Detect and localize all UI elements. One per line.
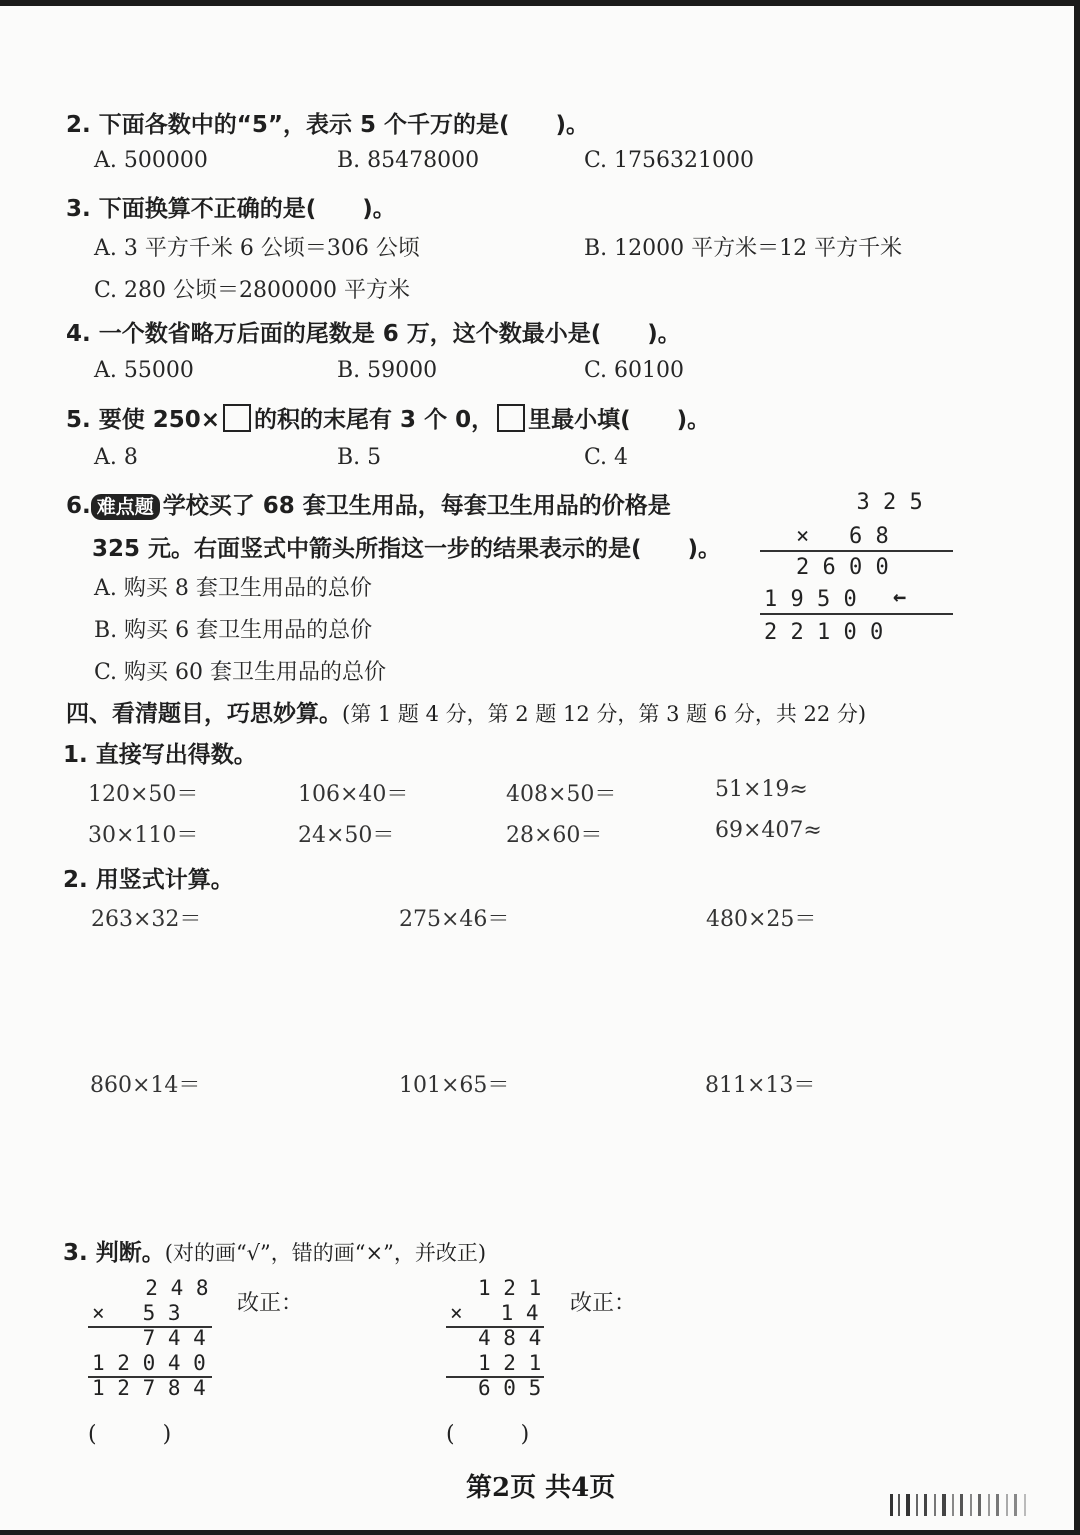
question-3-option-a: A. 3 平方千米 6 公顷＝306 公顷 bbox=[94, 236, 420, 261]
judgement-answer-bracket: ( ) bbox=[88, 1422, 172, 1447]
correction-label: 改正： bbox=[237, 1291, 304, 1316]
vertical-row-partial-1: 7 4 4 bbox=[92, 1326, 206, 1350]
vertical-row-partial-2: 1 2 0 4 0 bbox=[92, 1351, 206, 1375]
vertical-row-multiplicand: 2 4 8 bbox=[120, 1276, 209, 1300]
arrow-left-icon: ← bbox=[893, 585, 907, 610]
vertical-calc-item: 480×25＝ bbox=[706, 907, 817, 932]
vertical-row-result: 1 2 7 8 4 bbox=[92, 1376, 206, 1400]
question-6-stem-line-1 bbox=[66, 487, 671, 520]
question-2-option-c: C. 1756321000 bbox=[584, 148, 755, 173]
part-3-note: (对的画“√”，错的画“×”，并改正) bbox=[164, 1241, 487, 1265]
question-3-option-c: C. 280 公顷＝2800000 平方米 bbox=[94, 278, 410, 303]
question-6-stem-text-1: 学校买了 68 套卫生用品，每套卫生用品的价格是 bbox=[162, 493, 671, 519]
question-6-option-a: A. 购买 8 套卫生用品的总价 bbox=[94, 576, 372, 601]
question-4-option-a: A. 55000 bbox=[94, 358, 194, 383]
question-2-option-b: B. 85478000 bbox=[337, 148, 480, 173]
question-3-option-b: B. 12000 平方米＝12 平方千米 bbox=[584, 236, 903, 261]
question-5-stem-part-2: 的积的末尾有 3 个 0， bbox=[254, 407, 495, 433]
question-5-option-a: A. 8 bbox=[94, 445, 138, 470]
vertical-rule bbox=[760, 613, 953, 615]
question-2-option-a: A. 500000 bbox=[94, 148, 208, 173]
question-6-vertical-multiplication bbox=[760, 488, 955, 648]
vertical-row-partial-1: 2 6 0 0 bbox=[796, 555, 889, 580]
question-6-number: 6. bbox=[66, 493, 91, 519]
oral-calc-item: 24×50＝ bbox=[298, 823, 395, 848]
vertical-calc-item: 811×13＝ bbox=[705, 1073, 816, 1098]
question-6-option-c: C. 购买 60 套卫生用品的总价 bbox=[94, 660, 387, 685]
bottom-border bbox=[0, 1530, 1080, 1535]
page-number: 第2页 共4页 bbox=[466, 1473, 616, 1503]
vertical-row-result: 6 0 5 bbox=[478, 1376, 542, 1400]
part-3-title: 3. 判断。 bbox=[63, 1240, 165, 1266]
top-border bbox=[0, 0, 1080, 6]
question-5-stem bbox=[66, 401, 710, 434]
question-5-option-c: C. 4 bbox=[584, 445, 629, 470]
vertical-row-multiplier: × 6 8 bbox=[796, 524, 889, 549]
difficulty-badge: 难点题 bbox=[91, 494, 160, 520]
oral-calc-item: 106×40＝ bbox=[298, 782, 409, 807]
vertical-row-multiplier: × 1 4 bbox=[450, 1301, 539, 1325]
correction-label: 改正： bbox=[570, 1291, 637, 1316]
judgement-vertical-left bbox=[88, 1276, 218, 1406]
oral-calc-item: 69×407≈ bbox=[715, 818, 822, 843]
vertical-row-result: 2 2 1 0 0 bbox=[764, 620, 884, 645]
question-4-stem: 4. 一个数省略万后面的尾数是 6 万，这个数最小是( )。 bbox=[66, 321, 681, 347]
vertical-row-partial-1: 4 8 4 bbox=[478, 1326, 542, 1350]
question-5-stem-part-3: 里最小填( )。 bbox=[528, 407, 711, 433]
oral-calc-item: 51×19≈ bbox=[715, 777, 808, 802]
section-4-title: 四、看清题目，巧思妙算。 bbox=[66, 701, 342, 727]
question-6-stem-line-2: 325 元。右面竖式中箭头所指这一步的结果表示的是( )。 bbox=[92, 536, 722, 562]
oral-calc-item: 28×60＝ bbox=[506, 823, 603, 848]
right-border bbox=[1074, 0, 1080, 1535]
vertical-row-multiplier: × 5 3 bbox=[92, 1301, 181, 1325]
oral-calc-item: 408×50＝ bbox=[506, 782, 617, 807]
section-4-heading bbox=[66, 695, 866, 728]
part-2-title: 2. 用竖式计算。 bbox=[63, 867, 234, 893]
vertical-row-partial-2: 1 2 1 bbox=[478, 1351, 542, 1375]
vertical-calc-item: 263×32＝ bbox=[91, 907, 202, 932]
question-5-option-b: B. 5 bbox=[337, 445, 382, 470]
judgement-vertical-right bbox=[446, 1276, 556, 1406]
vertical-rule bbox=[760, 550, 953, 552]
question-4-option-c: C. 60100 bbox=[584, 358, 685, 383]
vertical-row-multiplicand: 3 2 5 bbox=[830, 490, 923, 515]
vertical-row-multiplicand: 1 2 1 bbox=[478, 1276, 542, 1300]
judgement-answer-bracket: ( ) bbox=[446, 1422, 530, 1447]
section-4-points: (第 1 题 4 分，第 2 题 12 分，第 3 题 6 分，共 22 分) bbox=[342, 702, 867, 726]
question-4-option-b: B. 59000 bbox=[337, 358, 438, 383]
question-3-stem: 3. 下面换算不正确的是( )。 bbox=[66, 196, 396, 222]
question-6-option-b: B. 购买 6 套卫生用品的总价 bbox=[94, 618, 373, 643]
barcode-icon bbox=[880, 1490, 1050, 1518]
oral-calc-item: 120×50＝ bbox=[88, 782, 199, 807]
question-2-stem: 2. 下面各数中的“5”，表示 5 个千万的是( )。 bbox=[66, 112, 590, 138]
vertical-calc-item: 275×46＝ bbox=[399, 907, 510, 932]
question-5-stem-part-1: 5. 要使 250× bbox=[66, 407, 221, 433]
oral-calc-item: 30×110＝ bbox=[88, 823, 199, 848]
part-3-heading bbox=[63, 1234, 486, 1267]
part-1-title: 1. 直接写出得数。 bbox=[63, 742, 257, 768]
vertical-calc-item: 101×65＝ bbox=[399, 1073, 510, 1098]
answer-box bbox=[497, 404, 525, 432]
vertical-calc-item: 860×14＝ bbox=[90, 1073, 201, 1098]
answer-box bbox=[223, 404, 251, 432]
vertical-row-partial-2: 1 9 5 0 bbox=[764, 587, 857, 612]
